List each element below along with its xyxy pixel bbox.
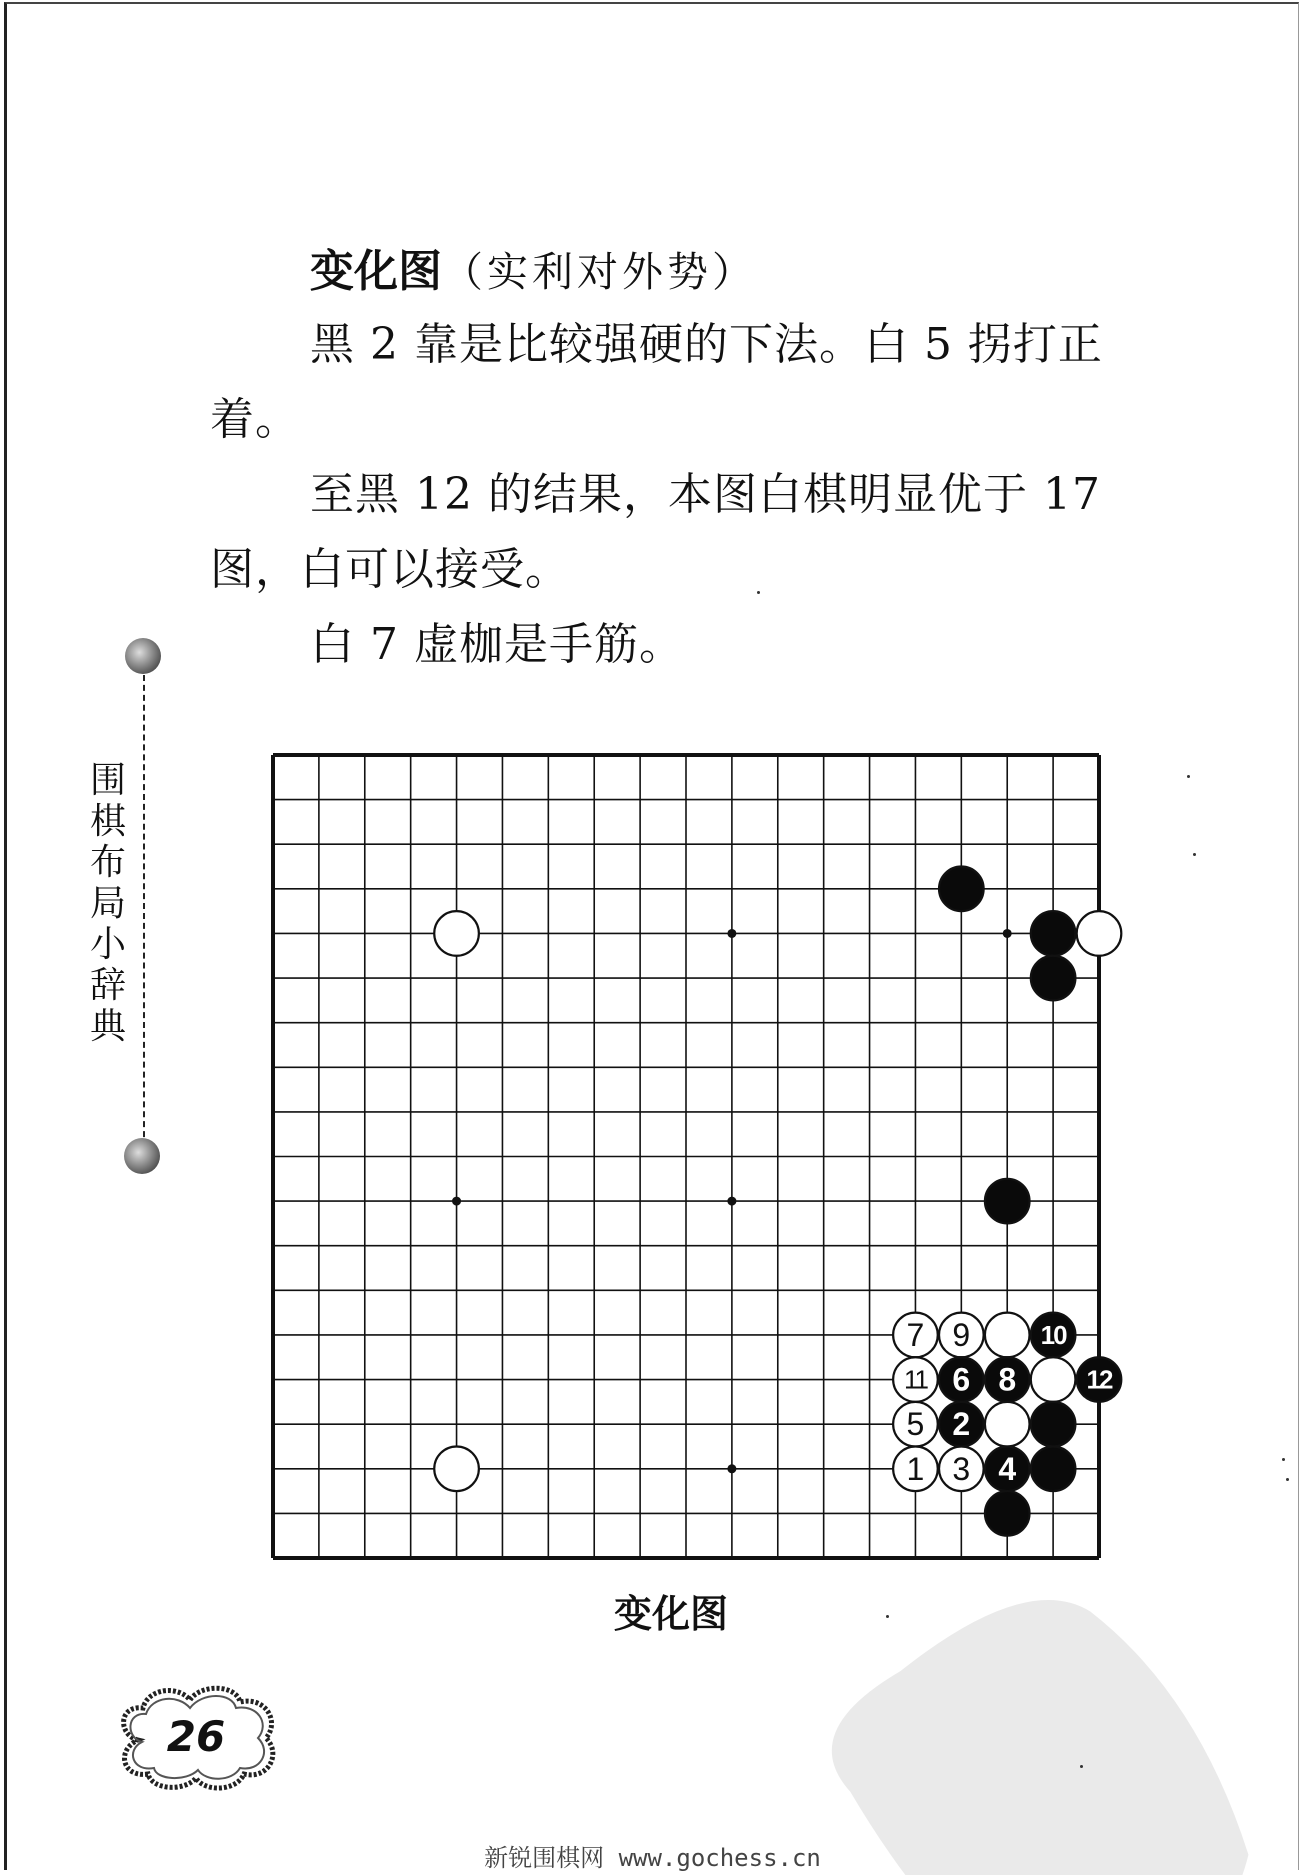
diagram-caption: 变化图 bbox=[614, 1592, 729, 1636]
white-stone bbox=[985, 1313, 1030, 1358]
paragraph-2-line-1: 至黑 12 的结果，本图白棋明显优于 17 bbox=[310, 469, 1101, 520]
black-stone bbox=[939, 867, 984, 912]
black-stone bbox=[1031, 1446, 1076, 1491]
page-number: 26 bbox=[166, 1712, 226, 1761]
go-diagram bbox=[270, 752, 1112, 1561]
scan-speck bbox=[1080, 1765, 1083, 1768]
heading-subtitle: （实利对外势） bbox=[442, 248, 757, 296]
sidebar-dashed-line bbox=[143, 675, 145, 1147]
stone-move-number: 1 bbox=[906, 1450, 925, 1487]
black-stone bbox=[1031, 911, 1076, 956]
sidebar-top-dot-icon bbox=[125, 638, 161, 674]
white-stone bbox=[1031, 1357, 1076, 1402]
sidebar-book-title: 围棋布局小辞典 bbox=[89, 760, 126, 1047]
heading-title: 变化图 bbox=[310, 246, 442, 297]
star-point bbox=[727, 1197, 736, 1206]
stone-disc bbox=[939, 867, 984, 912]
stone-disc bbox=[985, 1313, 1030, 1358]
white-stone bbox=[985, 1402, 1030, 1447]
black-stone bbox=[1031, 1402, 1076, 1447]
sidebar-bottom-dot-icon bbox=[124, 1138, 160, 1174]
stone-disc bbox=[985, 1491, 1030, 1536]
stone-disc bbox=[434, 911, 479, 956]
white-stone bbox=[1077, 911, 1122, 956]
section-heading bbox=[310, 235, 757, 299]
paragraph-3-line-1: 白 7 虚枷是手筋。 bbox=[310, 619, 684, 670]
stone-move-number: 9 bbox=[952, 1316, 971, 1353]
paragraph-1-line-2: 着。 bbox=[210, 394, 300, 445]
paragraph-2-line-2: 图，白可以接受。 bbox=[210, 544, 570, 595]
scan-speck bbox=[1286, 1478, 1289, 1481]
black-stone bbox=[939, 1402, 984, 1447]
star-point bbox=[727, 929, 736, 938]
stone-move-number: 5 bbox=[906, 1406, 925, 1443]
stone-move-number: 4 bbox=[998, 1450, 1017, 1487]
stone-move-number: 11 bbox=[903, 1364, 927, 1395]
black-stone bbox=[1031, 1313, 1076, 1358]
paragraph-1-line-1: 黑 2 靠是比较强硬的下法。白 5 拐打正 bbox=[310, 319, 1103, 370]
star-point bbox=[452, 1197, 461, 1206]
stone-move-number: 3 bbox=[952, 1450, 971, 1487]
white-stone bbox=[893, 1402, 938, 1447]
black-stone bbox=[985, 1179, 1030, 1224]
stone-disc bbox=[1031, 1402, 1076, 1447]
black-stone bbox=[985, 1491, 1030, 1536]
stone-disc bbox=[1077, 911, 1122, 956]
stone-disc bbox=[1031, 1357, 1076, 1402]
stone-disc bbox=[1031, 911, 1076, 956]
stone-disc bbox=[985, 1402, 1030, 1447]
black-stone bbox=[939, 1357, 984, 1402]
stone-disc bbox=[1031, 1446, 1076, 1491]
white-stone bbox=[939, 1313, 984, 1358]
stone-move-number: 12 bbox=[1086, 1364, 1112, 1395]
white-stone bbox=[434, 1446, 479, 1491]
stone-disc bbox=[1031, 956, 1076, 1001]
stone-move-number: 7 bbox=[906, 1316, 925, 1353]
stone-disc bbox=[434, 1446, 479, 1491]
scan-speck bbox=[1193, 853, 1196, 856]
white-stone bbox=[939, 1446, 984, 1491]
black-stone bbox=[985, 1446, 1030, 1491]
scan-speck bbox=[1282, 1458, 1285, 1461]
black-stone bbox=[1077, 1357, 1122, 1402]
white-stone bbox=[893, 1357, 938, 1402]
white-stone bbox=[893, 1313, 938, 1358]
stone-move-number: 6 bbox=[952, 1361, 971, 1398]
page-number-badge bbox=[108, 1680, 284, 1794]
star-point bbox=[727, 1464, 736, 1473]
stone-move-number: 8 bbox=[998, 1361, 1017, 1398]
black-stone bbox=[985, 1357, 1030, 1402]
scan-speck bbox=[757, 591, 760, 594]
white-stone bbox=[893, 1446, 938, 1491]
scan-speck bbox=[886, 1615, 889, 1618]
footer-watermark-text: 新锐围棋网 www.gochess.cn bbox=[484, 1844, 821, 1872]
stone-move-number: 2 bbox=[952, 1406, 971, 1443]
black-stone bbox=[1031, 956, 1076, 1001]
go-board bbox=[270, 752, 1112, 1561]
star-point bbox=[1003, 929, 1012, 938]
stone-move-number: 10 bbox=[1040, 1319, 1066, 1350]
scan-speck bbox=[1187, 775, 1190, 778]
stone-disc bbox=[985, 1179, 1030, 1224]
white-stone bbox=[434, 911, 479, 956]
